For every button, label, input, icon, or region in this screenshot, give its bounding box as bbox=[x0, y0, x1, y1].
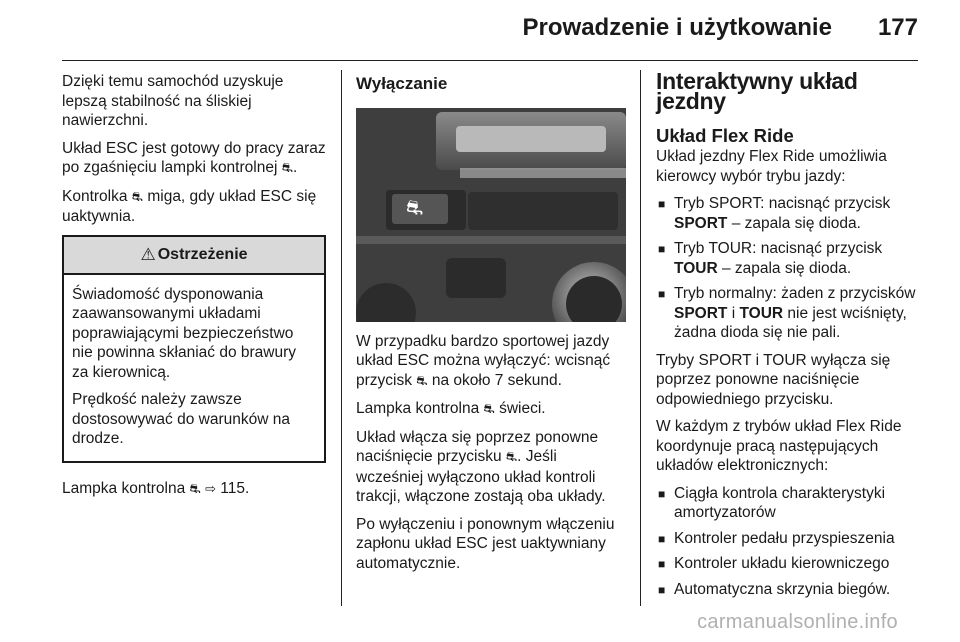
reference-arrow-icon[interactable]: ⇨ bbox=[205, 481, 216, 497]
paragraph: Kontrolka ⛐ miga, gdy układ ESC się uaktywnia. bbox=[62, 187, 317, 225]
paragraph: Układ jezdny Flex Ride umożliwia kierowcy wybór trybu jazdy: bbox=[656, 148, 887, 185]
section-heading: Wyłączanie bbox=[356, 74, 448, 93]
esc-off-indicator-icon: ⛐ bbox=[281, 161, 293, 176]
esc-button-photo bbox=[356, 108, 626, 322]
paragraph: Prędkość należy zawsze dostosowywać do warunków na drodze. bbox=[72, 391, 290, 447]
list-item: ■ Automatyczna skrzynia biegów. bbox=[656, 580, 918, 600]
subsection-heading: Układ Flex Ride bbox=[656, 125, 794, 146]
warning-title: Ostrzeżenie bbox=[157, 245, 248, 263]
paragraph: Układ włącza się poprzez ponowne naciśnięcie przycisku ⛐. Jeśli wcześniej wyłączono układ kontroli trakcji, włączone zostają oba układy. bbox=[356, 428, 606, 505]
bullet-icon: ■ bbox=[658, 582, 666, 597]
list-item: ■ Kontroler układu kierowniczego bbox=[656, 554, 918, 574]
chapter-title: Prowadzenie i użytkowanie bbox=[522, 14, 832, 41]
list-item: ■ Tryb SPORT: nacisnąć przycisk SPORT – zapala się dioda. bbox=[658, 195, 891, 232]
paragraph: Po wyłączeniu i ponownym włączeniu zapłonu układ ESC jest uaktywniany automatycznie. bbox=[356, 515, 615, 572]
watermark: carmanualsonline.info bbox=[697, 611, 898, 633]
mode-list bbox=[656, 194, 918, 343]
esc-off-indicator-icon: ⛐ bbox=[131, 189, 144, 205]
page-header bbox=[0, 14, 918, 48]
systems-list bbox=[656, 484, 918, 600]
list-item: ■ Tryb TOUR: nacisnąć przycisk TOUR – zapala się dioda. bbox=[658, 240, 883, 277]
list-item: ■ Kontroler pedału przyspieszenia bbox=[656, 529, 918, 549]
warning-triangle-icon: ⚠ bbox=[140, 244, 156, 264]
bullet-icon: ■ bbox=[658, 287, 666, 301]
paragraph: W przypadku bardzo sportowej jazdy układ ESC można wyłączyć: wcisnąć przycisk ⛐ na około 7 sekund. bbox=[356, 332, 611, 389]
bullet-icon: ■ bbox=[658, 197, 666, 211]
column-1 bbox=[62, 72, 326, 507]
bullet-icon: ■ bbox=[658, 531, 666, 546]
warning-box bbox=[62, 235, 326, 463]
esc-off-indicator-icon: ⛐ bbox=[416, 373, 428, 389]
column-2 bbox=[356, 72, 626, 581]
list-item: ■ Ciągła kontrola charakterystyki amortyzatorów bbox=[658, 484, 886, 521]
warning-body bbox=[64, 275, 324, 461]
column-divider bbox=[341, 70, 342, 606]
bullet-icon: ■ bbox=[658, 242, 666, 256]
warning-header bbox=[64, 237, 324, 275]
paragraph: Układ ESC jest gotowy do pracy zaraz po zgaśnięciu lampki kontrolnej ⛐. bbox=[62, 139, 326, 176]
column-3 bbox=[656, 68, 918, 607]
header-rule bbox=[62, 60, 918, 61]
section-heading: Interaktywny układ jezdny bbox=[656, 68, 858, 114]
list-item: ■ Tryb normalny: żaden z przycisków SPORT i TOUR nie jest wciśnięty, żadna dioda się nie pali. bbox=[658, 285, 916, 341]
paragraph: W każdym z trybów układ Flex Ride koordynuje pracą następujących układów elektronicznych: bbox=[656, 418, 902, 474]
column-divider bbox=[640, 70, 641, 606]
dashboard-illustration bbox=[356, 108, 626, 322]
paragraph: Świadomość dysponowania zaawansowanymi układami poprawiającymi bezpieczeństwo nie powinna skłaniać do brawury za kierownicą. bbox=[72, 285, 297, 381]
bullet-icon: ■ bbox=[658, 486, 666, 501]
esc-off-indicator-icon: ⛐ bbox=[505, 450, 518, 465]
esc-off-warning-light-icon: ⛐ bbox=[483, 402, 495, 417]
paragraph: Dzięki temu samochód uzyskuje lepszą stabilność na śliskiej nawierzchni. bbox=[62, 73, 284, 129]
page-number: 177 bbox=[877, 14, 918, 41]
bullet-icon: ■ bbox=[658, 557, 666, 571]
esc-off-button: ⛐ bbox=[406, 194, 424, 219]
paragraph: Lampka kontrolna ⛐ ⇨ 115. bbox=[62, 479, 250, 497]
paragraph: Lampka kontrolna ⛐ świeci. bbox=[356, 400, 546, 417]
esc-off-indicator-icon: ⛐ bbox=[189, 481, 201, 497]
paragraph: Tryby SPORT i TOUR wyłącza się poprzez ponowne naciśnięcie odpowiedniego przycisku. bbox=[656, 351, 891, 408]
